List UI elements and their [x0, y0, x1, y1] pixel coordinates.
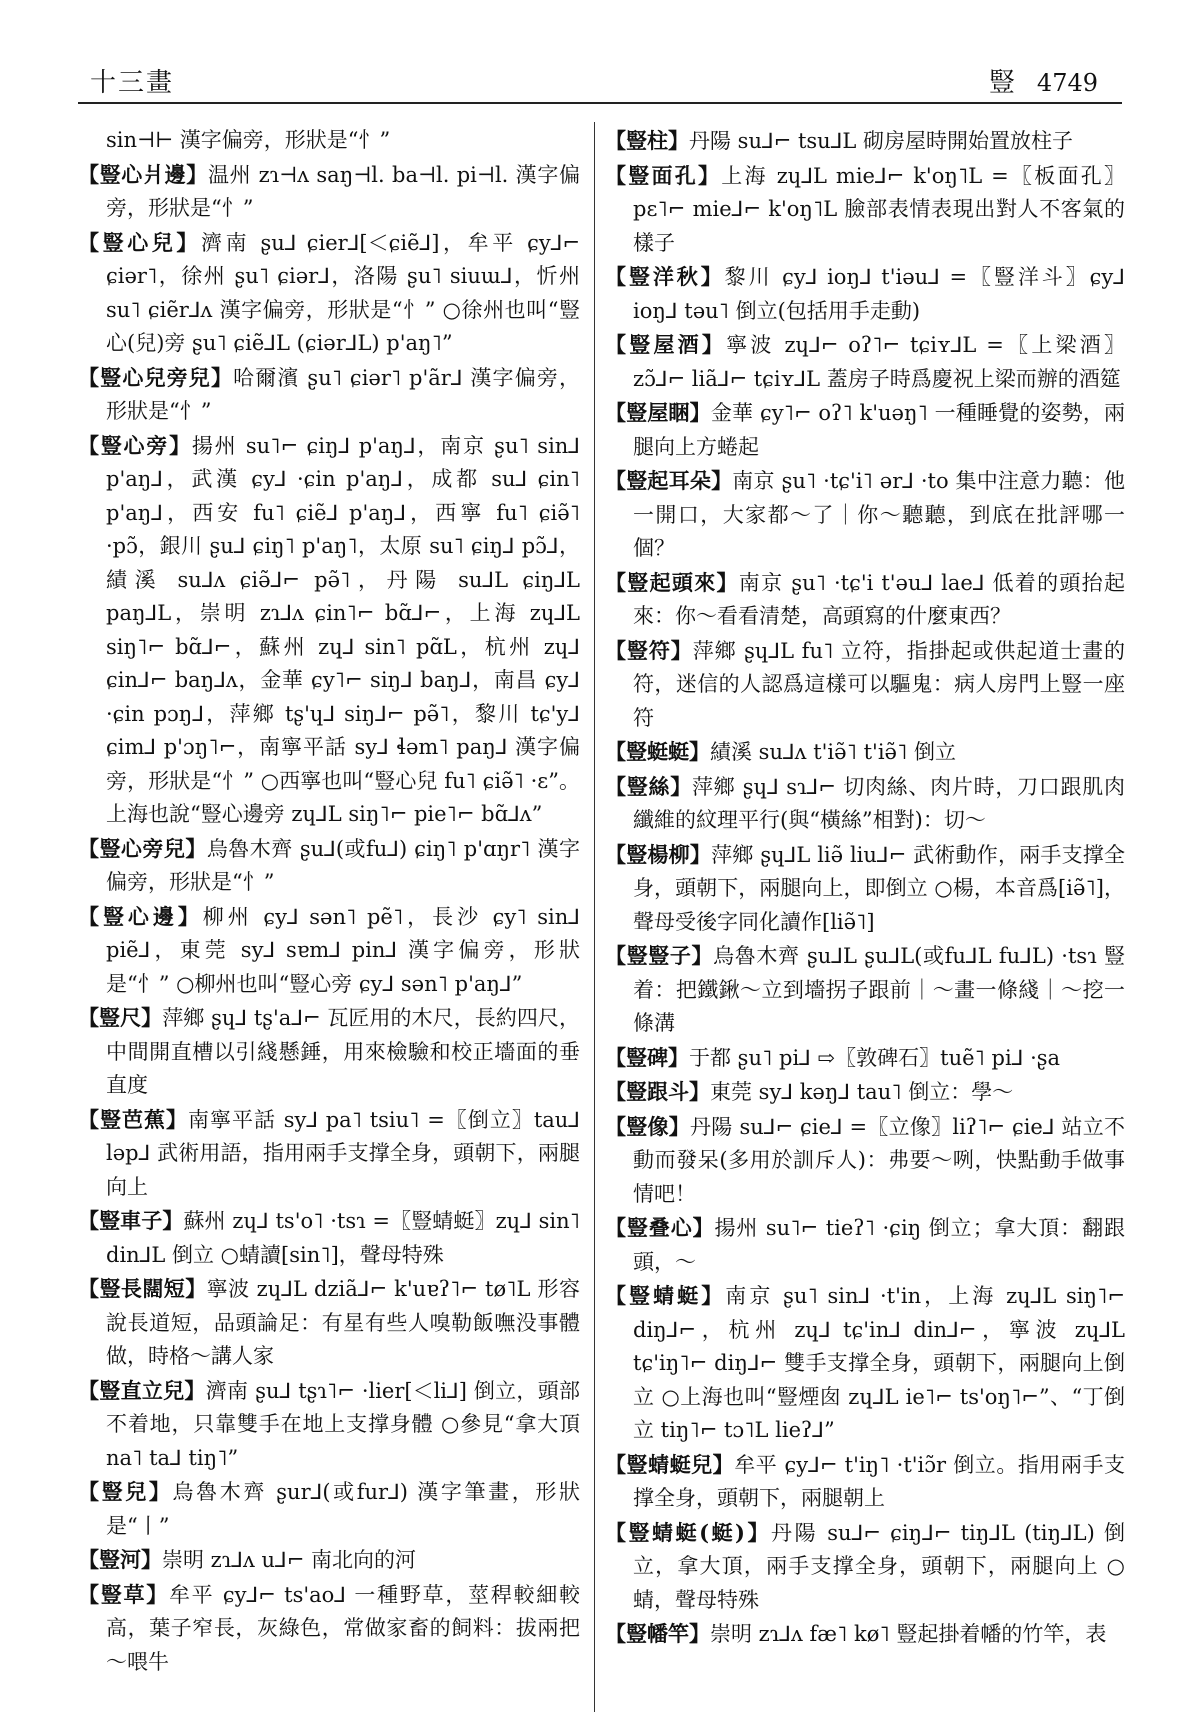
- entry-headword: 【豎車子】: [78, 1208, 184, 1233]
- entry-headword: 【豎屋睏】: [605, 400, 711, 425]
- entry-headword: 【豎心爿邊】: [78, 161, 208, 187]
- header-rule: [78, 102, 1122, 104]
- entry-headword: 【豎絲】: [605, 773, 692, 799]
- dictionary-entry: [78, 1001, 580, 1103]
- entry-definition: 寧波 zɥ⅃L dziã⅃⌐ k'uɐʔ˥⌐ tø˥L 形容說長道短，品頭論足：有星有些人嗅勒飯嘸没事體做，時格～講人家: [106, 1277, 580, 1368]
- dictionary-entry: [605, 328, 1125, 396]
- entry-definition: 南寧平話 sy⅃ pa˥ tsiu˥ =〖倒立〗tau⅃ ləp⅃ 武術用語，指用兩手支撑全身，頭朝下，兩腿向上: [106, 1107, 580, 1199]
- entry-definition: 金華 ɕy˥⌐ oʔ˥ k'uəŋ˥ 一種睡覺的姿勢，兩腿向上方蜷起: [633, 401, 1125, 459]
- dictionary-entry: [605, 124, 1125, 159]
- entry-definition: 萍鄉 ʂɥ⅃ sɿ⅃⌐ 切肉絲、肉片時，刀口跟肌肉纖維的紋理平行(與“橫絲”相對)：切～: [633, 774, 1125, 832]
- running-head: [989, 62, 1098, 99]
- entry-headword: 【豎起耳朵】: [605, 468, 733, 493]
- entry-headword: 【豎洋秋】: [605, 264, 725, 289]
- entry-definition: 崇明 zɿ⅃ʌ fæ˥ kø˥ 豎起掛着幡的竹竿，表: [710, 1622, 1107, 1646]
- entry-definition: 烏魯木齊 ʂur⅃(或fur⅃) 漢字筆畫，形狀是“丨”: [106, 1480, 580, 1538]
- entry-headword: 【豎心旁】: [78, 432, 192, 458]
- entry-definition: 于都 ʂu˥ pi⅃ ⇨〖敦碑石〗tuẽ˥ pi⅃ ·ʂa: [689, 1045, 1061, 1070]
- entry-headword: 【豎柱】: [605, 128, 689, 153]
- entry-headword: 【豎兒】: [78, 1479, 173, 1504]
- entry-headword: 【豎碑】: [605, 1044, 689, 1070]
- entry-definition: 丹陽 su⅃⌐ ɕie⅃ =〖立像〗liʔ˥⌐ ɕie⅃ 站立不動而發呆(多用於訓斥人)：弗要～咧，快點動手做事情吧！: [633, 1114, 1125, 1206]
- entry-headword: 【豎起頭來】: [605, 569, 739, 595]
- entry-headword: 【豎屋酒】: [605, 332, 727, 357]
- dictionary-entry: [605, 260, 1125, 328]
- entry-definition: 上海 zɥ⅃L mie⅃⌐ k'oŋ˥L =〖板面孔〗pɛ˥⌐ mie⅃⌐ k'oŋ˥L 臉部表情表現出對人不客氣的樣子: [633, 163, 1125, 255]
- dictionary-entry: [605, 939, 1125, 1041]
- running-head-char: 豎: [988, 68, 1015, 98]
- entry-headword: 【豎心兒旁兒】: [78, 364, 234, 390]
- entry-definition: sin⊣⊢ 漢字偏旁，形狀是“忄”: [106, 128, 391, 152]
- entry-headword: 【豎蜻蜓】: [605, 1283, 726, 1308]
- section-title: 十三畫: [90, 68, 175, 98]
- entry-definition: 丹陽 su⅃⌐ tsu⅃L 砌房屋時開始置放柱子: [689, 129, 1074, 153]
- dictionary-entry: [605, 735, 1125, 770]
- dictionary-entry: [78, 1272, 580, 1374]
- entry-definition: 揚州 su˥⌐ ɕiŋ⅃ p'aŋ⅃，南京 ʂu˥ sin⅃ p'aŋ⅃，武漢 ɕy⅃ ·ɕin p'aŋ⅃，成都 su⅃ ɕin˥ p'aŋ⅃，西安 fu˥ ɕiẽ⅃ p'aŋ⅃，西寧 fu˥ ɕiə̃˥ ·pɔ̃，銀川 ʂu⅃ ɕiŋ˥ p'aŋ˥，太原 su˥ ɕiŋ⅃ pɔ̃⅃，績溪 su⅃ʌ ɕiə̃⅃⌐ pə̃˥，丹陽 su⅃L ɕiŋ⅃L paŋ⅃L，崇明 zɿ⅃ʌ ɕin˥⌐ bɑ̃⅃⌐，上海 zɥ⅃L siŋ˥⌐ bɑ̃⅃⌐，蘇州 zɥ⅃ sin˥ pɑ̃L，杭州 zɥ⅃ ɕin⅃⌐ baŋ⅃ʌ，金華 ɕy˥⌐ siŋ⅃ baŋ⅃，南昌 ɕy⅃ ·ɕin pɔŋ⅃，萍鄉 tʂ'ɥ⅃ siŋ⅃⌐ pə̃˥，黎川 tɕ'y⅃ ɕim⅃ p'ɔŋ˥⌐，南寧平話 sy⅃ ɬəm˥ paŋ⅃ 漢字偏旁，形狀是“忄” ○西寧也叫“豎心兒 fu˥ ɕiə̃˥ ·ε”。上海也說“豎心邊旁 zɥ⅃L siŋ˥⌐ pie˥⌐ bɑ̃⅃ʌ”: [106, 433, 580, 826]
- dictionary-entry: [605, 1448, 1125, 1516]
- entry-definition: 温州 zɿ⊣ʌ saŋ⊣l. ba⊣l. pi⊣l. 漢字偏旁，形狀是“忄”: [106, 162, 580, 220]
- entry-definition: 柳州 ɕy⅃ sən˥ pẽ˥，長沙 ɕy˥ sin⅃ piẽ⅃，東莞 sy⅃ sɐm⅃ pin⅃ 漢字偏旁，形狀是“忄” ○柳州也叫“豎心旁 ɕy⅃ sən˥ p'aŋ⅃”: [106, 904, 580, 996]
- dictionary-entry: [605, 1075, 1125, 1110]
- entry-definition: 濟南 ʂu⅃ tʂɿ˥⌐ ·lier[＜li⅃] 倒立，頭部不着地，只靠雙手在地上支撑身體 ○參見“拿大頂 na˥ ta⅃ tiŋ˥”: [106, 1378, 580, 1470]
- entry-headword: 【豎尺】: [78, 1005, 163, 1030]
- entry-definition: 南京 ʂu˥ ·tɕ'i˥ ər⅃ ·to 集中注意力聽：他一開口，大家都～了｜你～聽聽，到底在批評哪一個？: [633, 469, 1125, 560]
- dictionary-entry: [605, 1041, 1125, 1076]
- entry-definition: 萍鄉 ʂɥ⅃L fu˥ 立符，指掛起或供起道士畫的符，迷信的人認爲這樣可以驅鬼：病人房門上豎一座符: [633, 638, 1125, 730]
- entry-definition: 濟南 ʂu⅃ ɕier⅃[＜ɕiẽ⅃]，牟平 ɕy⅃⌐ ɕiər˥，徐州 ʂu˥ ɕiər⅃，洛陽 ʂu˥ siuɯ⅃，忻州 su˥ ɕiẽr⅃ʌ 漢字偏旁，形狀是“忄” ○徐州也叫“豎心(兒)旁 ʂu˥ ɕiẽ⅃L (ɕiər⅃L) p'aŋ˥”: [106, 230, 580, 355]
- entry-definition: 東莞 sy⅃ kəŋ⅃ tau˥ 倒立：學～: [710, 1080, 1014, 1104]
- page-header: [72, 58, 1122, 102]
- entry-definition: 寧波 zɥ⅃⌐ oʔ˥⌐ tɕiʏ⅃L =〖上梁酒〗zɔ̃⅃⌐ liã⅃⌐ tɕiʏ⅃L 蓋房子時爲慶祝上梁而辦的酒筵: [633, 333, 1125, 391]
- dictionary-entry: [605, 464, 1125, 566]
- left-column: [78, 124, 580, 1714]
- entry-headword: 【豎河】: [78, 1547, 162, 1572]
- entry-definition: 黎川 ɕy⅃ ioŋ⅃ t'iəu⅃ =〖豎洋斗〗ɕy⅃ ioŋ⅃ təu˥ 倒立(包括用手走動): [633, 265, 1125, 323]
- entry-definition: 南京 ʂu˥ ·tɕ'i t'əu⅃ lae⅃ 低着的頭抬起來：你～看看清楚，高頭寫的什麼東西？: [633, 570, 1125, 628]
- dictionary-entry: [605, 396, 1125, 464]
- entry-headword: 【豎蜻蜓兒】: [605, 1451, 735, 1477]
- dictionary-entry: [605, 1516, 1125, 1618]
- dictionary-entry: [78, 226, 580, 361]
- entry-headword: 【豎直立兒】: [78, 1377, 206, 1403]
- entry-headword: 【豎蜓蜓】: [605, 739, 710, 764]
- dictionary-entry: [78, 900, 580, 1002]
- dictionary-entry: [78, 1475, 580, 1543]
- column-divider: [594, 122, 595, 1712]
- entry-definition: 牟平 ɕy⅃⌐ ts'ao⅃ 一種野草，莖稈較細較高，葉子窄長，灰綠色，常做家畜的飼料：拔兩把～喂牛: [106, 1582, 580, 1674]
- entry-definition: 哈爾濱 ʂu˥ ɕiər˥ p'ãr⅃ 漢字偏旁，形狀是“忄”: [106, 365, 580, 423]
- entry-definition: 南京 ʂu˥ sin⅃ ·t'in，上海 zɥ⅃L siŋ˥⌐ diŋ⅃⌐，杭州 zɥ⅃ tɕ'in⅃ din⅃⌐，寧波 zɥ⅃L tɕ'iŋ˥⌐ diŋ⅃⌐ 雙手支撑全身，頭朝下，兩腿向上倒立 ○上海也叫“豎煙囱 zɥ⅃L ie˥⌐ ts'oŋ˥⌐”、“丁倒立 tiŋ˥⌐ tɔ˥L lieʔ⅃”: [633, 1284, 1125, 1442]
- entry-headword: 【豎幡竿】: [605, 1621, 710, 1646]
- dictionary-entry: [605, 770, 1125, 838]
- entry-definition: 萍鄉 ʂɥ⅃ tʂ'a⅃⌐ 瓦匠用的木尺，長約四尺，中間開直槽以引綫懸錘，用來檢驗和校正墻面的垂直度: [106, 1006, 580, 1097]
- entry-headword: 【豎像】: [605, 1113, 691, 1139]
- entry-headword: 【豎豎子】: [605, 943, 714, 968]
- dictionary-entry: [78, 361, 580, 429]
- entry-definition: 牟平 ɕy⅃⌐ t'iŋ˥ ·t'iɔ̃r 倒立。指用兩手支撑全身，頭朝下，兩腿朝上: [633, 1452, 1125, 1510]
- entry-definition: 揚州 su˥⌐ tieʔ˥ ·ɕiŋ 倒立；拿大頂：翻跟頭，～: [633, 1216, 1125, 1274]
- dictionary-entry: [605, 838, 1125, 940]
- dictionary-entry: [605, 1211, 1125, 1279]
- entry-headword: 【豎楊柳】: [605, 841, 712, 867]
- entry-headword: 【豎芭蕉】: [78, 1106, 189, 1132]
- dictionary-entry: [78, 1374, 580, 1476]
- right-column: [605, 124, 1125, 1714]
- entry-definition: 萍鄉 ʂɥ⅃L liə̃ liu⅃⌐ 武術動作，兩手支撑全身，頭朝下，兩腿向上，即倒立 ○楊，本音爲[iə̃˥]，聲母受後字同化讀作[liə̃˥]: [633, 842, 1125, 934]
- dictionary-entry: [78, 1543, 580, 1578]
- dictionary-entry: [605, 1279, 1125, 1448]
- entry-headword: 【豎面孔】: [605, 162, 722, 188]
- page-number: 4749: [1036, 69, 1098, 97]
- entry-headword: 【豎叠心】: [605, 1215, 715, 1240]
- entry-headword: 【豎草】: [78, 1581, 169, 1607]
- entry-headword: 【豎心旁兒】: [78, 835, 207, 861]
- dictionary-entry: [78, 1578, 580, 1680]
- dictionary-entry: [605, 566, 1125, 634]
- entry-definition: 烏魯木齊 ʂu⅃L ʂu⅃L(或fu⅃L fu⅃L) ·tsɿ 豎着：把鐵鍬～立到墻拐子跟前｜～畫一條綫｜～挖一條溝: [633, 944, 1125, 1035]
- entry-headword: 【豎長闊短】: [78, 1276, 207, 1301]
- dictionary-entry: [605, 159, 1125, 261]
- dictionary-entry: [78, 1103, 580, 1205]
- entry-definition: 蘇州 zɥ⅃ ts'o˥ ·tsɿ =〖豎蜻蜓〗zɥ⅃ sin˥ din⅃L 倒立 ○蜻讀[sin˥]，聲母特殊: [106, 1209, 580, 1267]
- dictionary-entry: [605, 1617, 1125, 1652]
- entry-headword: 【豎心邊】: [78, 903, 203, 929]
- dictionary-entry: [78, 1204, 580, 1272]
- dictionary-entry: [78, 429, 580, 832]
- entry-definition: 丹陽 su⅃⌐ ɕiŋ⅃⌐ tiŋ⅃L (tiŋ⅃L) 倒立，拿大頂，兩手支撑全身，頭朝下，兩腿向上 ○蜻，聲母特殊: [633, 1520, 1125, 1612]
- entry-definition: 烏魯木齊 ʂu⅃(或fu⅃) ɕiŋ˥ p'ɑŋr˥ 漢字偏旁，形狀是“忄”: [106, 836, 580, 894]
- entry-definition: 崇明 zɿ⅃ʌ u⅃⌐ 南北向的河: [162, 1548, 416, 1572]
- dictionary-entry: [605, 634, 1125, 736]
- entry-headword: 【豎心兒】: [78, 229, 202, 255]
- entry-headword: 【豎跟斗】: [605, 1079, 710, 1104]
- dictionary-entry: [605, 1110, 1125, 1212]
- dictionary-entry: [78, 158, 580, 226]
- dictionary-entry: [78, 832, 580, 900]
- entry-headword: 【豎蜻蜓(蜓)】: [605, 1519, 772, 1545]
- dictionary-entry: [78, 124, 580, 158]
- entry-headword: 【豎符】: [605, 637, 693, 663]
- entry-definition: 績溪 su⅃ʌ t'iə̃˥ t'iə̃˥ 倒立: [710, 740, 956, 764]
